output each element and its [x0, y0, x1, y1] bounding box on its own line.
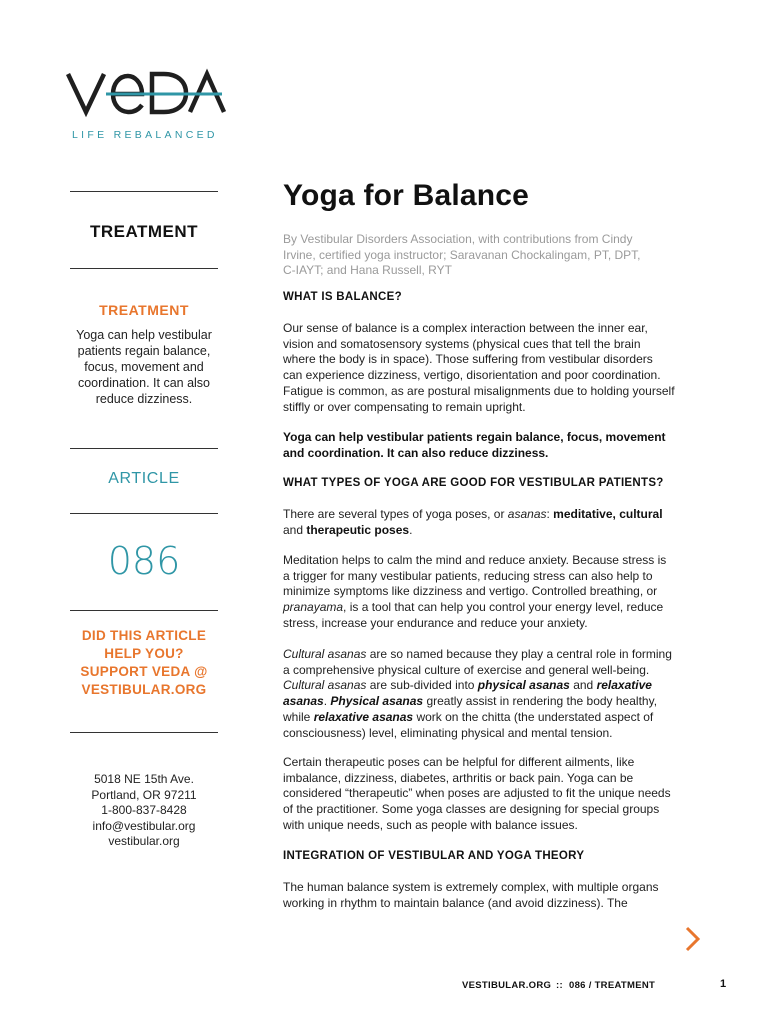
chevron-right-icon[interactable] — [682, 924, 704, 954]
paragraph-meditation: Meditation helps to calm the mind and reduce anxiety. Because stress is a trigger for many vestibular patients, reducing stress can also help to minimize symptoms like dizziness and vertigo. Controlled breathing, or pranayama, is a tool that can help you control your energy level, reduce stress, increase your endurance and reduce your anxiety. — [283, 553, 667, 630]
contact-address — [66, 772, 222, 850]
city-state: Portland, OR 97211 — [91, 787, 197, 802]
paragraph-asanas: There are several types of yoga poses, or asanas: meditative, cultural and therapeutic poses. — [283, 507, 663, 537]
footer-section: 086 / TREATMENT — [569, 980, 656, 991]
logo-tagline: LIFE REBALANCED — [72, 129, 218, 141]
veda-logo-mark — [66, 66, 226, 118]
support-cta[interactable]: DID THIS ARTICLE HELP YOU? SUPPORT VEDA @ VESTIBULAR.ORG — [80, 628, 208, 697]
sidebar-divider — [70, 191, 218, 192]
paragraph-highlight: Yoga can help vestibular patients regain balance, focus, movement and coordination. It can also reduce dizziness. — [283, 430, 666, 460]
sidebar-divider — [70, 268, 218, 269]
page-number: 1 — [720, 978, 727, 990]
section-heading-integration: INTEGRATION OF VESTIBULAR AND YOGA THEORY — [283, 850, 585, 862]
page-title: Yoga for Balance — [283, 179, 530, 212]
sidebar-heading: TREATMENT — [89, 222, 199, 241]
byline: By Vestibular Disorders Association, with contributions from Cindy Irvine, certified yoga instructor; Saravanan Chockalingam, PT, DPT, C-IAYT; and Hana Russell, RYT — [283, 232, 641, 277]
sidebar-summary: Yoga can help vestibular patients regain balance, focus, movement and coordination. It can also reduce dizziness. — [76, 328, 212, 406]
footer-site: VESTIBULAR.ORG — [462, 980, 552, 991]
section-heading-balance: WHAT IS BALANCE? — [283, 291, 402, 303]
footer-separator: :: — [556, 980, 563, 991]
article-number: 086 — [107, 539, 181, 583]
sidebar-subheading: TREATMENT — [99, 302, 189, 318]
sidebar-divider — [70, 732, 218, 733]
section-heading-yoga-types: WHAT TYPES OF YOGA ARE GOOD FOR VESTIBULAR PATIENTS? — [283, 477, 664, 489]
paragraph-cultural-asanas: Cultural asanas are so named because they play a central role in forming a comprehensive physical culture of exercise and general well-being. Cultural asanas are sub-divided into physical asanas and relaxative asanas. Physical asanas greatly assist in rendering the body healthy, while relaxative asanas work on the chitta (the understated aspect of consciousness) level, eliminating physical and mental tension. — [283, 647, 672, 740]
email-link[interactable]: info@vestibular.org — [92, 818, 196, 833]
paragraph-integration: The human balance system is extremely complex, with multiple organs working in rhythm to maintain balance (and avoid dizziness). The — [283, 880, 659, 910]
website-link[interactable]: vestibular.org — [108, 834, 180, 848]
sidebar-divider — [70, 610, 218, 611]
phone-number[interactable]: 1-800-837-8428 — [101, 803, 187, 817]
sidebar-divider — [70, 513, 218, 514]
paragraph-balance: Our sense of balance is a complex interaction between the inner ear, vision and somatosensory systems (physical cues that tell the brain where the body is in space). Those suffering from vestibular disorders can experience dizziness, vertigo, disorientation and poor coordination. Fatigue is common, as are postural misalignments due to holding yourself stiffly or over compensating to remain upright. — [283, 321, 675, 414]
article-label: ARTICLE — [108, 470, 180, 487]
street-address: 5018 NE 15th Ave. — [94, 772, 194, 786]
sidebar-divider — [70, 448, 218, 449]
paragraph-therapeutic: Certain therapeutic poses can be helpful for different ailments, like imbalance, dizziness, diabetes, arthritis or back pain. Yoga can be considered “therapeutic” when poses are adjusted to fit the unique needs of the practitioner. Some yoga classes are designing for special groups with unique needs, such as people with balance issues. — [283, 755, 671, 832]
